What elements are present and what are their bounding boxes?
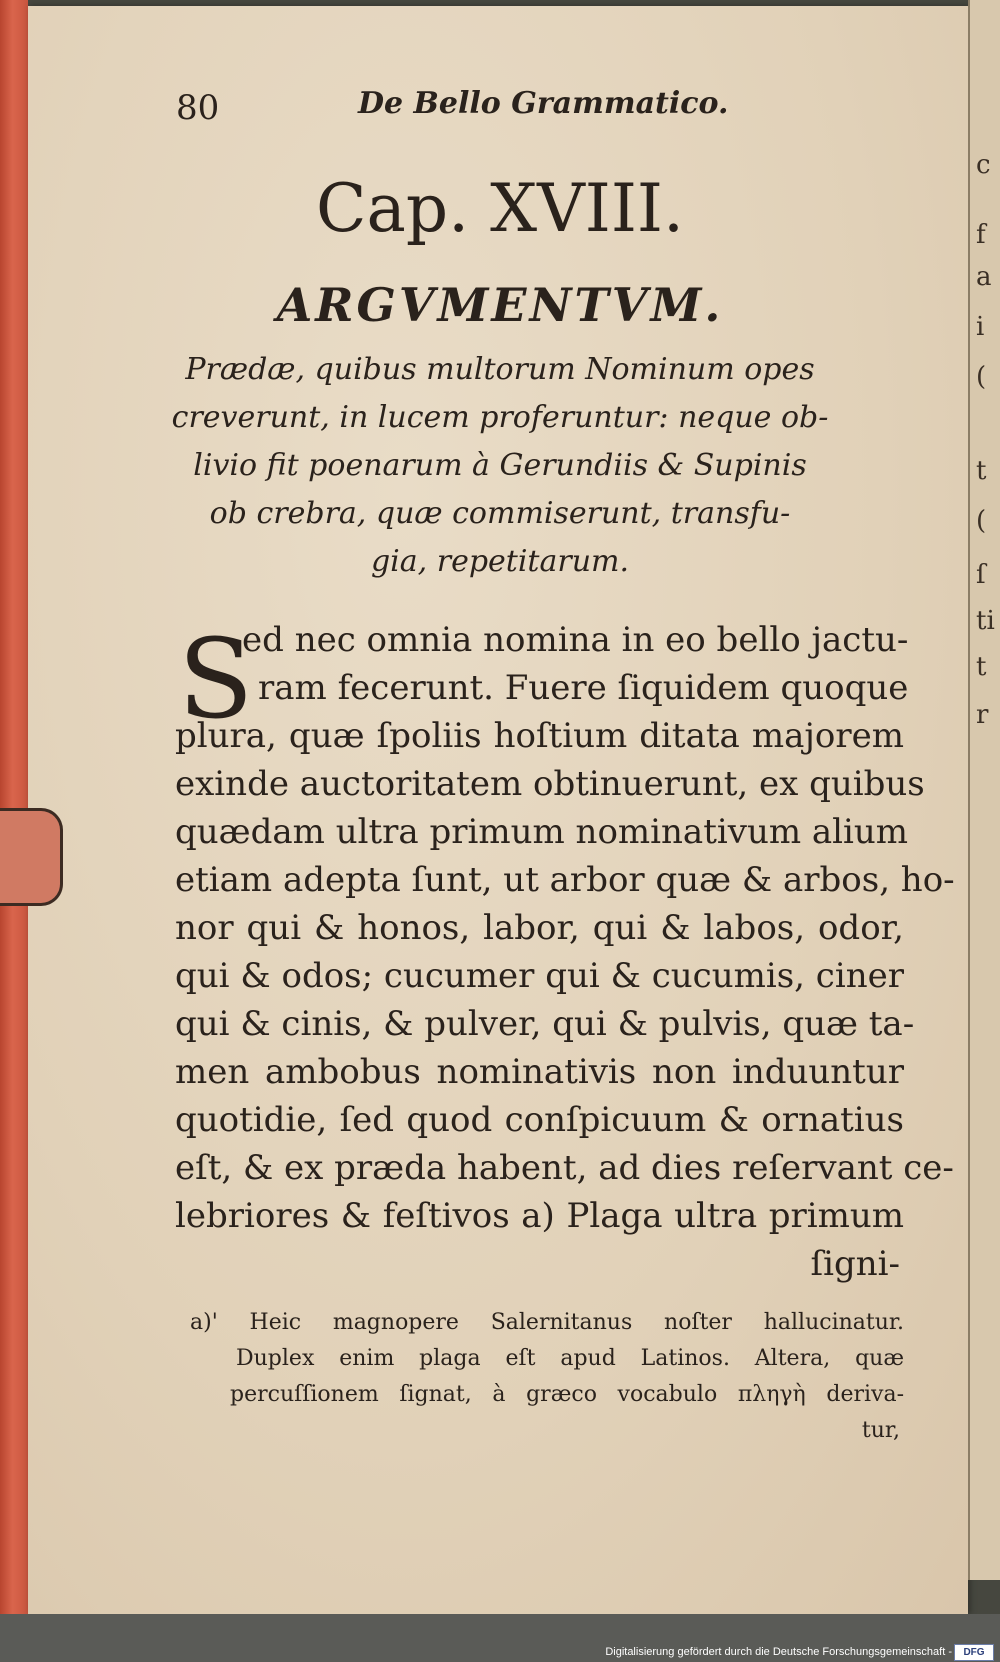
- digitization-credit: Digitalisierung gefördert durch die Deutsche Forschungsgemeinschaft -: [605, 1646, 952, 1658]
- running-head-title: De Bello Grammatico.: [358, 86, 729, 121]
- argument-heading: ARGVMENTVM.: [276, 278, 724, 332]
- drop-cap: S: [178, 615, 254, 743]
- body-line: plura, quæ ſpoliis hoſtium ditata majorem: [175, 716, 904, 756]
- body-line: ed nec omnia nomina in eo bello jactu-: [242, 620, 909, 660]
- fragment-char: t: [976, 652, 987, 682]
- body-line: exinde auctoritatem obtinuerunt, ex quibus: [175, 764, 925, 804]
- fragment-char: t: [976, 456, 987, 486]
- footnote-line: percuſſionem ſignat, à græco vocabulo πληγὴ deriva-: [230, 1382, 904, 1407]
- argument-line: livio fit poenarum à Gerundiis & Supinis: [193, 448, 807, 483]
- bookmark-tab: [0, 808, 63, 906]
- body-line: qui & cinis, & pulver, qui & pulvis, quæ ta-: [175, 1004, 915, 1044]
- body-line: etiam adepta ſunt, ut arbor quæ & arbos, ho-: [175, 860, 955, 900]
- chapter-title: Cap. XVIII.: [316, 170, 684, 247]
- fragment-char: c: [976, 150, 991, 180]
- body-line: men ambobus nominativis non induuntur: [175, 1052, 904, 1092]
- argument-line: gia, repetitarum.: [370, 544, 630, 579]
- fragment-char: (: [976, 362, 987, 392]
- body-line: lebriores & feſtivos a) Plaga ultra primum: [175, 1196, 904, 1236]
- argument-line: Prædæ, quibus multorum Nominum opes: [185, 352, 815, 387]
- fragment-char: i: [976, 312, 985, 342]
- fragment-char: a: [976, 262, 992, 292]
- body-line: quotidie, ſed quod conſpicuum & ornatius: [175, 1100, 904, 1140]
- body-line: nor qui & honos, labor, qui & labos, odor,: [175, 908, 904, 948]
- fragment-char: ti: [976, 606, 995, 636]
- fragment-char: ſ: [976, 560, 986, 590]
- footnote-catchword: tur,: [861, 1418, 900, 1443]
- body-line: qui & odos; cucumer qui & cucumis, ciner: [175, 956, 904, 996]
- body-line: quædam ultra primum nominativum alium: [175, 812, 909, 852]
- footnote-line: Duplex enim plaga eſt apud Latinos. Altera, quæ: [236, 1346, 904, 1371]
- body-line: eſt, & ex præda habent, ad dies reſervant ce-: [175, 1148, 954, 1188]
- body-line: ram fecerunt. Fuere ſiquidem quoque: [258, 668, 909, 708]
- fragment-char: (: [976, 506, 987, 536]
- argument-line: creverunt, in lucem proferuntur: neque ob-: [171, 400, 829, 435]
- page-number: 80: [176, 88, 220, 128]
- fragment-char: r: [976, 700, 989, 730]
- fragment-char: f: [976, 220, 986, 250]
- footnote-line: a)' Heic magnopere Salernitanus noſter hallucinatur.: [190, 1310, 904, 1335]
- argument-line: ob crebra, quæ commiserunt, transfu-: [209, 496, 791, 531]
- catchword: ſigni-: [810, 1244, 900, 1284]
- dfg-logo: DFG: [954, 1644, 994, 1661]
- book-page: [28, 6, 968, 1614]
